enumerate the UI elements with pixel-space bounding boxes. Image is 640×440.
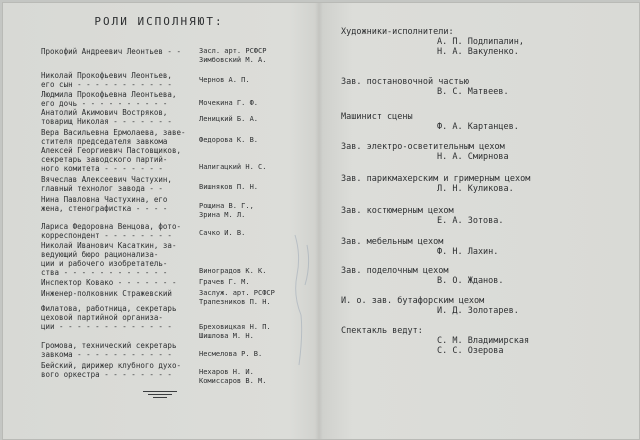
role-name: Вера Васильевна Ермолаева, заве- стителя председателя завкома <box>41 128 186 146</box>
role-name: Нина Павловна Частухина, его жена, стенографистка - - - - <box>41 195 168 213</box>
crew-names: С. М. Владимирская С. С. Озерова <box>437 336 530 356</box>
crew-role: Зав. постановочной частью <box>341 77 469 87</box>
actor-name: Вишняков П. Н. <box>199 183 259 191</box>
role-name: Лариса Федоровна Венцова, фото- корреспондент - - - - - - - - <box>41 222 181 240</box>
actor-name: Чернов А. П. <box>199 76 250 84</box>
crew-role: Зав. электро-осветительным цехом <box>341 142 505 152</box>
ornament-lines <box>143 391 177 403</box>
actor-name: Мочекина Г. Ф. <box>199 99 259 107</box>
crew-section <box>341 237 631 257</box>
crew-section <box>341 266 631 286</box>
crew-names: Н. А. Смирнова <box>437 152 509 162</box>
cast-page <box>3 3 315 439</box>
program-sheet <box>2 2 640 440</box>
role-name: Бейский, дирижер клубного духо- вого оркестра - - - - - - - - <box>41 361 181 379</box>
crew-page <box>323 3 639 439</box>
crew-names: Ф. Н. Лахин. <box>437 247 499 257</box>
crew-role: Художники-исполнители: <box>341 27 454 37</box>
actor-name: Заслуж. арт. РСФСР Трапезников П. Н. <box>199 289 275 306</box>
actor-name: Леницкий Б. А. <box>199 115 259 123</box>
role-name: Громова, технический секретарь завкома - - - - - - - - - - - <box>41 341 177 359</box>
crew-role: Спектакль ведут: <box>341 326 423 336</box>
role-name: Николай Иванович Касаткин, за- ведующий бюро рационализа- ции и рабочего изобретатель- ства - - - - - - - - - - - - <box>41 241 177 277</box>
role-name: Людмила Прокофьевна Леонтьева, его дочь - - - - - - - - - - <box>41 90 177 108</box>
cast-heading: РОЛИ ИСПОЛНЯЮТ: <box>94 15 224 28</box>
role-name: Прокофий Андреевич Леонтьев - - <box>41 47 181 56</box>
crew-names: И. Д. Золотарев. <box>437 306 519 316</box>
role-name: Филатова, работница, секретарь цеховой партийной организа- ции - - - - - - - - - - - - - <box>41 304 177 331</box>
crew-section <box>341 142 631 162</box>
crew-names: В. О. Жданов. <box>437 276 504 286</box>
actor-name: Сачко И. В. <box>199 229 246 237</box>
actor-name: Грачев Г. М. <box>199 278 250 286</box>
crew-role: Зав. парикмахерским и гримерным цехом <box>341 174 531 184</box>
crew-names: А. П. Подлипалин, Н. А. Вакуленко. <box>437 37 524 57</box>
crew-role: И. о. зав. бутафорским цехом <box>341 296 485 306</box>
role-name: Инженер-полковник Стражевский <box>41 289 172 298</box>
crew-section <box>341 326 631 356</box>
actor-name: Нехаров Н. И. Комиссаров В. М. <box>199 368 267 385</box>
actor-name: Налигацкий Н. С. <box>199 163 267 171</box>
crew-section <box>341 27 631 57</box>
crew-role: Зав. костюмерным цехом <box>341 206 454 216</box>
crew-section <box>341 206 631 226</box>
actor-name: Федорова К. В. <box>199 136 259 144</box>
actor-name: Несмелова Р. В. <box>199 350 263 358</box>
role-name: Вячеслав Алексеевич Частухин, главный технолог завода - - <box>41 175 172 193</box>
role-name: Анатолий Акимович Востряков, товарищ Николая - - - - - - - <box>41 108 172 126</box>
role-name: Алексей Георгиевич Пастовщиков, секретарь заводского партий- ного комитета - - - - - - - <box>41 146 181 173</box>
crew-role: Зав. поделочным цехом <box>341 266 449 276</box>
crew-names: Ф. А. Картанцев. <box>437 122 519 132</box>
crew-section <box>341 112 631 132</box>
actor-name: Бреховицкая Н. П. Шишлова М. Н. <box>199 323 271 340</box>
role-name: Инспектор Ковако - - - - - - - <box>41 278 177 287</box>
actor-name: Засл. арт. РСФСР Зимбовский М. А. <box>199 47 267 64</box>
crew-names: Е. А. Зотова. <box>437 216 504 226</box>
crew-section <box>341 174 631 194</box>
crew-section <box>341 77 631 97</box>
crew-section <box>341 296 631 316</box>
pencil-marks <box>289 225 317 385</box>
crew-names: В. С. Матвеев. <box>437 87 509 97</box>
crew-role: Машинист сцены <box>341 112 413 122</box>
actor-name: Виноградов К. К. <box>199 267 267 275</box>
crew-role: Зав. мебельным цехом <box>341 237 444 247</box>
role-name: Николай Прокофьевич Леонтьев, его сын - - - - - - - - - - - <box>41 71 172 89</box>
crew-names: Л. Н. Куликова. <box>437 184 514 194</box>
actor-name: Рощина В. Г., Зрина М. Л. <box>199 202 254 219</box>
